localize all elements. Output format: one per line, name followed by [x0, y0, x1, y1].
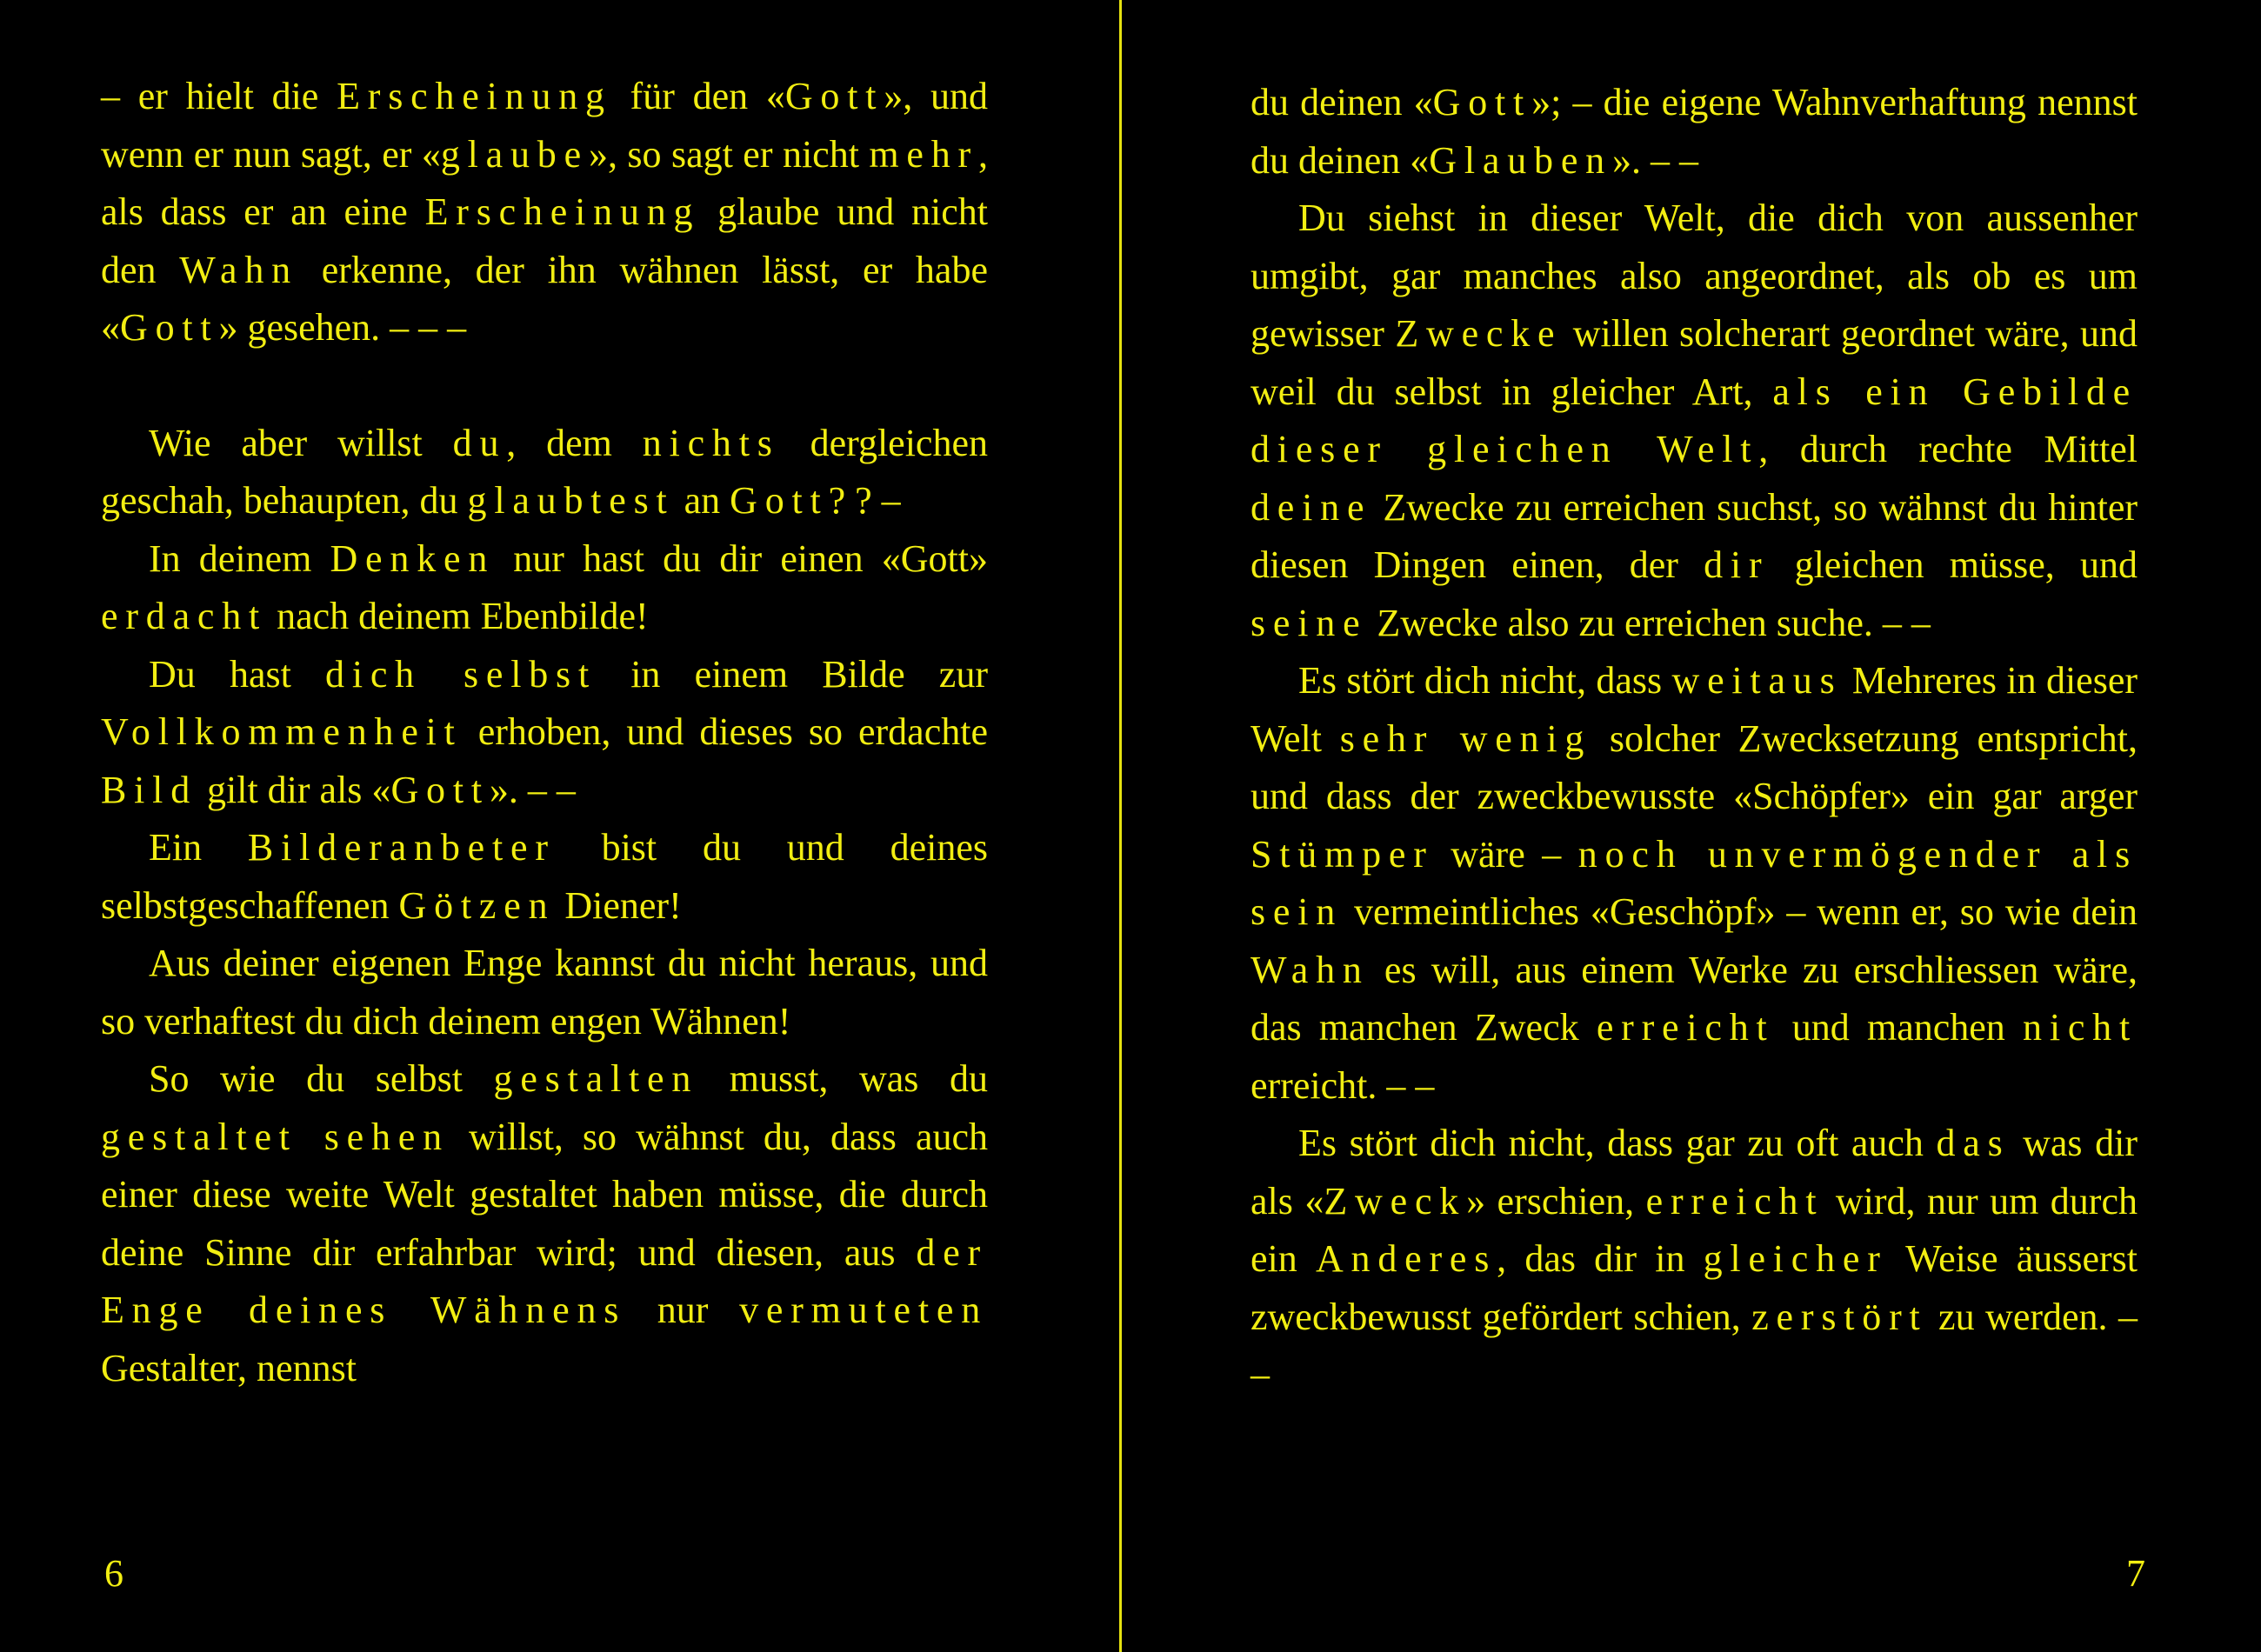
emphasized-text: seine [1251, 601, 1368, 644]
emphasized-text: glaubtest [467, 479, 675, 522]
paragraph: – er hielt die Erscheinung für den «Gott», und wenn er nun sagt, er «glaube», so sagt er nicht mehr, als dass er an eine Erscheinung glaube und nicht den Wahn erkenne, der ihn wähnen lässt, er habe «Gott» gesehen. – – – [101, 75, 989, 349]
emphasized-text: Bild [101, 768, 197, 811]
paragraph: Wie aber willst du, dem nichts dergleichen geschah, behaupten, du glaubtest an Gott? ? – [101, 421, 988, 522]
emphasized-text: gleicher [1703, 1237, 1888, 1280]
emphasized-text: erreicht [1645, 1179, 1824, 1222]
paragraph: Du hast dich selbst in einem Bilde zur Vollkommenheit erhoben, und dieses so erdachte Bild gilt dir als «Gott». – – [101, 652, 988, 811]
page-number-left: 6 [104, 1552, 123, 1595]
emphasized-text: Gott [784, 75, 884, 117]
emphasized-text: Wahn [179, 248, 298, 291]
page-number-right: 7 [2126, 1552, 2145, 1595]
emphasized-text: deine [1251, 485, 1372, 529]
emphasized-text: dir [1704, 543, 1770, 586]
emphasized-text: Stümper [1251, 832, 1434, 876]
page-gutter-line [1119, 0, 1122, 1652]
emphasized-text: glaube [440, 132, 589, 176]
emphasized-text: Zwecke [1395, 312, 1563, 355]
emphasized-text: Götzen [398, 883, 556, 927]
emphasized-text: der Enge deines Wähnens [101, 1230, 988, 1331]
emphasized-text: Erscheinung [337, 75, 612, 117]
emphasized-text: Gott [730, 479, 829, 522]
emphasized-text: das [1936, 1122, 2011, 1164]
emphasized-text: Zweck [1324, 1179, 1467, 1222]
left-page [0, 0, 1122, 1652]
emphasized-text: zerstört [1751, 1295, 1928, 1338]
emphasized-text: dich selbst [325, 652, 597, 696]
emphasized-text: Gott [1432, 81, 1532, 123]
paragraph: Ein Bilderanbeter bist du und deines selbstgeschaffenen Götzen Diener! [101, 826, 988, 927]
emphasized-text: gestaltet sehen [101, 1115, 450, 1158]
emphasized-text: du [452, 421, 507, 464]
emphasized-text: weitaus [1671, 659, 1843, 702]
emphasized-text: Erscheinung [424, 190, 701, 233]
emphasized-text: erdacht [101, 595, 268, 637]
emphasized-text: als ein Gebilde dieser gleichen Welt [1251, 370, 2138, 470]
emphasized-text: Wahn [1251, 948, 1370, 991]
right-page-text [1251, 74, 2138, 1404]
emphasized-text: noch unvermögender als sein [1251, 832, 2138, 933]
emphasized-text: Glauben [1429, 138, 1612, 182]
paragraph: Aus deiner eigenen Enge kannst du nicht heraus, und so verhaftest du dich deinem engen Wähnen! [101, 942, 988, 1042]
paragraph: du deinen «Gott»; – die eigene Wahnverhaftung nennst du deinen «Glauben». – – [1251, 81, 2138, 182]
emphasized-text: Denken [330, 536, 496, 580]
emphasized-text: Bilderanbeter [247, 826, 556, 869]
paragraph: In deinem Denken nur hast du dir einen «Gott» erdacht nach deinem Ebenbilde! [101, 536, 988, 637]
paragraph: So wie du selbst gestalten musst, was du gestaltet sehen willst, so wähnst du, dass auch einer diese weite Welt gestaltet haben müsse, die durch deine Sinne dir erfahrbar wird; und diesen, aus der Enge deines Wähnens nur vermuteten Gestalter, nennst [101, 1057, 988, 1389]
emphasized-text: Gott [390, 768, 490, 811]
emphasized-text: erreicht [1596, 1006, 1775, 1049]
emphasized-text: nichts [642, 421, 780, 464]
emphasized-text: mehr [869, 132, 978, 176]
emphasized-text: Anderes [1315, 1237, 1497, 1280]
paragraph: Es stört dich nicht, dass weitaus Mehreres in dieser Welt sehr wenig solcher Zwecksetzung entspricht, und dass der zweckbewusste «Schöpfer» ein gar arger Stümper wäre – noch unvermögender als sein vermeintliches «Geschöpf» – wenn er, so wie dein Wahn es will, aus einem Werke zu erschliessen wäre, das manchen Zweck erreicht und manchen nicht erreicht. – – [1251, 659, 2138, 1107]
paragraph: Du siehst in dieser Welt, die dich von aussenher umgibt, gar manches also angeordnet, als ob es um gewisser Zwecke willen solcherart geordnet wäre, und weil du selbst in gleicher Art, als ein Gebilde dieser gleichen Welt, durch rechte Mittel deine Zwecke zu erreichen suchst, so wähnst du hinter diesen Dingen einen, der dir gleichen müsse, und seine Zwecke also zu erreichen suche. – – [1251, 197, 2138, 644]
paragraph: Es stört dich nicht, dass gar zu oft auch das was dir als «Zweck» erschien, erreicht wird, nur um durch ein Anderes, das dir in gleicher Weise äusserst zweckbewusst gefördert schien, zerstört zu werden. – – [1251, 1122, 2138, 1396]
emphasized-text: vermuteten [739, 1289, 988, 1331]
emphasized-text: nicht [2023, 1006, 2138, 1049]
emphasized-text: Vollkommenheit [101, 710, 463, 753]
emphasized-text: sehr wenig [1339, 716, 1592, 760]
emphasized-text: gestalten [493, 1057, 699, 1100]
emphasized-text: Gott [120, 306, 219, 349]
right-page [1130, 0, 2252, 1652]
left-page-text [101, 68, 988, 1397]
